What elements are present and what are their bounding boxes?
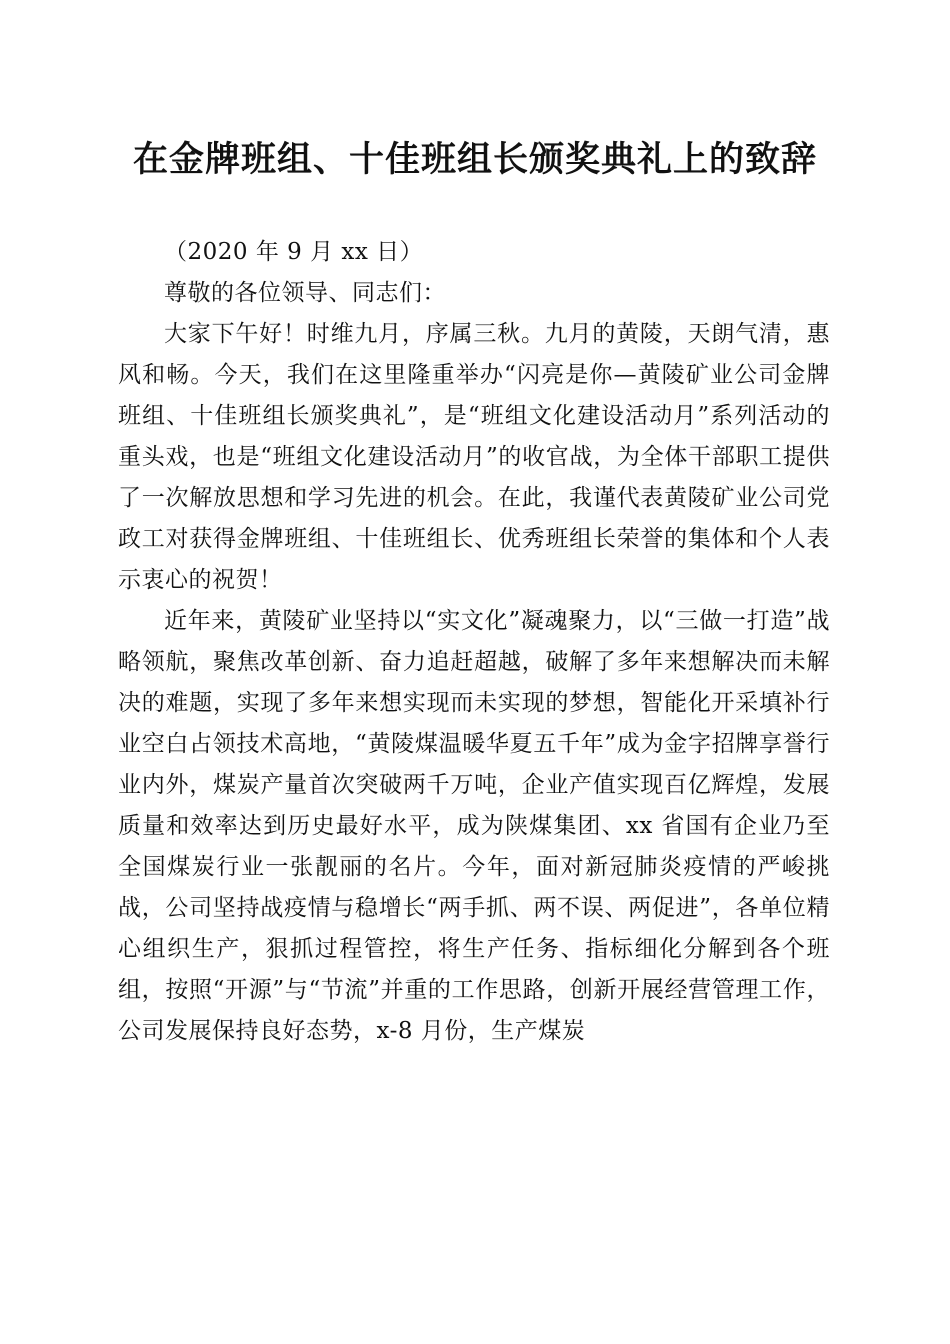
salutation: 尊敬的各位领导、同志们：	[164, 280, 446, 306]
date-line: （2020 年 9 月 xx 日）	[164, 239, 424, 265]
paragraph-greeting: 大家下午好！时维九月，序属三秋。九月的黄陵，天朗气清，惠风和畅。今天，我们在这里隆重举办“闪亮是你—黄陵矿业公司金牌班组、十佳班组长颁奖典礼”，是“班组文化建设活动月”系列活动的重头戏，也是“班组文化建设活动月”的收官战，为全体干部职工提供了一次解放思想和学习先进的机会。在此，我谨代表黄陵矿业公司党政工对获得金牌班组、十佳班组长、优秀班组长荣誉的集体和个人表示衷心的祝贺！	[118, 321, 830, 593]
paragraph-achievements: 近年来，黄陵矿业坚持以“实文化”凝魂聚力，以“三做一打造”战略领航，聚焦改革创新、奋力追赶超越，破解了多年来想解决而未解决的难题，实现了多年来想实现而未实现的梦想，智能化开采填补行业空白占领技术高地，“黄陵煤温暖华夏五千年”成为金字招牌享誉行业内外，煤炭产量首次突破两千万吨，企业产值实现百亿辉煌，发展质量和效率达到历史最好水平，成为陕煤集团、xx 省国有企业乃至全国煤炭行业一张靓丽的名片。今年，面对新冠肺炎疫情的严峻挑战，公司坚持战疫情与稳增长“两手抓、两不误、两促进”，各单位精心组织生产，狠抓过程管控，将生产任务、指标细化分解到各个班组，按照“开源”与“节流”并重的工作思路，创新开展经营管理工作，公司发展保持良好态势，x-8 月份，生产煤炭	[118, 608, 830, 1044]
document-body	[118, 232, 830, 1052]
document-title: 在金牌班组、十佳班组长颁奖典礼上的致辞	[132, 139, 817, 180]
